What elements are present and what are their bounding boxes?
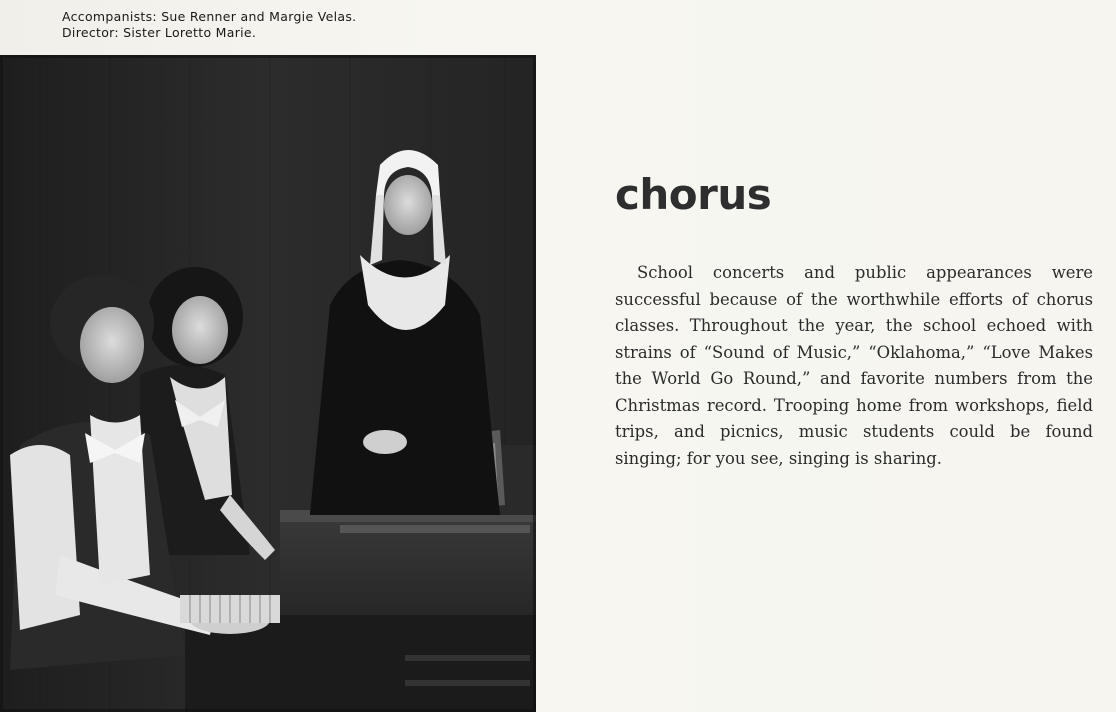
chorus-photo [0, 55, 536, 712]
photo-caption [62, 9, 356, 41]
caption-director: Director: Sister Loretto Marie. [62, 25, 257, 40]
body-paragraph: School concerts and public appearances were successful because of the worthwhile efforts of chorus classes. Throughout the year, the school echoed with strains of “Sound of Music,” “Oklahoma,” “Love Makes the World Go Round,” and favorite numbers from the Christmas record. Trooping home from workshops, field trips, and picnics, music students could be found singing; for you see, singing is sharing. [615, 263, 1093, 468]
caption-accompanists: Accompanists: Sue Renner and Margie Velas. [62, 9, 357, 24]
photo-illustration [0, 55, 536, 712]
section-heading: chorus [615, 170, 772, 219]
piano-keys [180, 595, 280, 623]
